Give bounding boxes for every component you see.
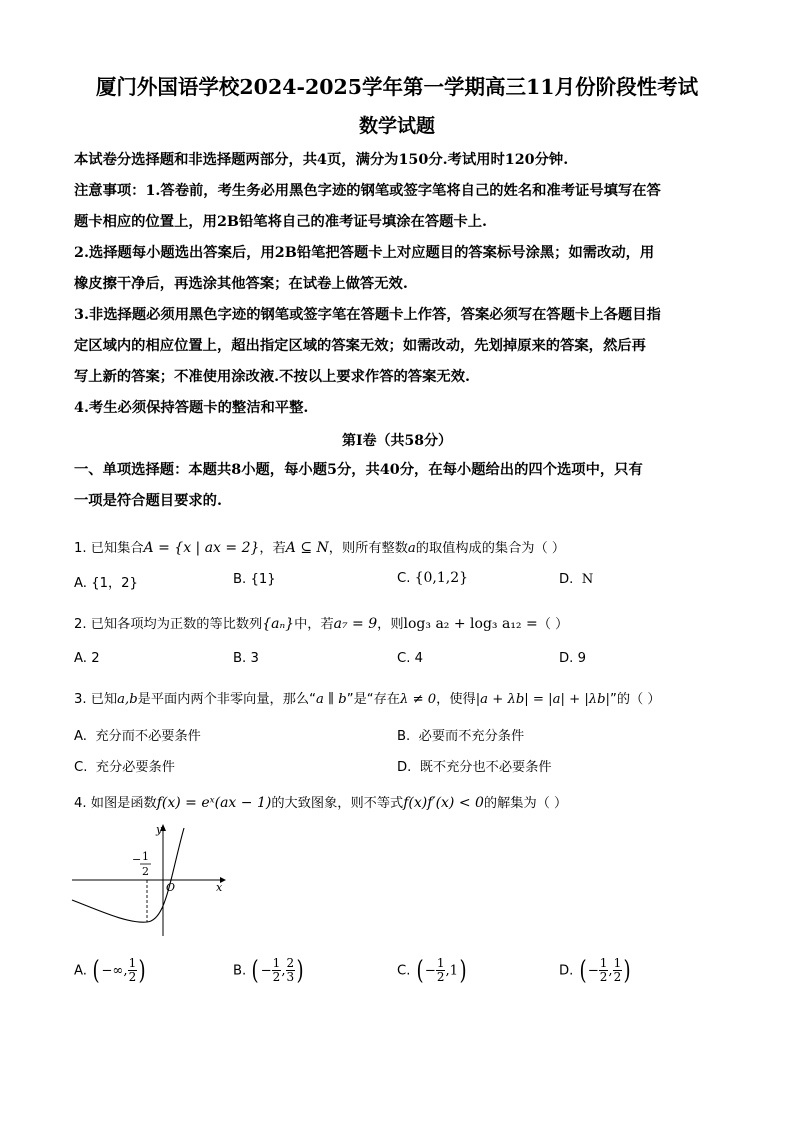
function-curve	[72, 828, 184, 922]
q2-option-d[interactable]: D. 9	[559, 651, 586, 666]
section-heading-line-b: 一项是符合题目要求的.	[74, 493, 222, 509]
q1-option-a[interactable]: A. {1，2}	[74, 576, 138, 591]
q1-set-math: A = {x | ax = 2}	[143, 540, 260, 556]
note2-line-a: 2.选择题每小题选出答案后，用2B铅笔把答题卡上对应题目的答案标号涂黑；如需改动，用	[74, 245, 655, 261]
q3-option-c[interactable]: C. 充分必要条件	[74, 760, 175, 775]
q1-subset-math: A ⊆ N	[285, 540, 329, 556]
q4-option-a[interactable]: A. ( −∞, $\frac{1}{2}$ )	[74, 955, 146, 986]
q4-ineq-math: f(x)f′(x) < 0	[403, 795, 484, 811]
q2-option-a[interactable]: A. 2	[74, 651, 100, 666]
note2-line-b: 橡皮擦干净后，再选涂其他答案；在试卷上做答无效.	[74, 276, 408, 292]
q2-seq-math: {aₙ}	[262, 616, 295, 632]
q4-func-math: f(x) = eˣ(ax − 1)	[156, 795, 272, 811]
question-2: 2. 已知各项均为正数的等比数列{aₙ}中，若a₇ = 9，则log₃ a₂ + log₃ a₁₂ =（ ）	[74, 616, 569, 632]
q2-option-c[interactable]: C. 4	[397, 651, 423, 666]
exam-subtitle: 数学试题	[358, 115, 435, 137]
x-axis-label: x	[216, 881, 223, 894]
q3-par-math: a ∥ b	[315, 692, 347, 707]
exam-title: 厦门外国语学校2024-2025学年第一学期高三11月份阶段性考试	[95, 75, 699, 99]
tick-sign: −	[132, 853, 142, 866]
q1-option-b[interactable]: B. {1}	[233, 572, 276, 587]
q3-option-a[interactable]: A. 充分而不必要条件	[74, 729, 201, 744]
note3-line-a: 3.非选择题必须用黑色字迹的钢笔或签字笔在答题卡上作答，答案必须写在答题卡上各题目指	[74, 307, 661, 323]
note3-line-b: 定区域内的相应位置上，超出指定区域的答案无效；如需改动，先划掉原来的答案，然后再	[74, 338, 646, 354]
q1-option-c[interactable]: C. {0,1,2}	[397, 570, 469, 586]
section-heading-line-a: 一、单项选择题：本题共8小题，每小题5分，共40分，在每小题给出的四个选项中，只有	[74, 462, 643, 478]
section-title: 第Ⅰ卷（共58分）	[341, 433, 453, 449]
tick-numerator: 1	[142, 850, 149, 863]
section-heading	[74, 455, 724, 517]
q4-option-b[interactable]: B. ( − $\frac{1}{2}$ , $\frac{2}{3}$ )	[233, 955, 304, 986]
question-4: 4. 如图是函数f(x) = eˣ(ax − 1)的大致图象，则不等式f(x)f′(x) < 0的解集为（ ）	[74, 795, 568, 811]
intro-line: 本试卷分选择题和非选择题两部分，共4页，满分为150分.考试用时120分钟.	[74, 152, 569, 168]
q4-option-c[interactable]: C. ( − $\frac{1}{2}$ ,1)	[397, 955, 467, 986]
note1-line-a: 注意事项：1.答卷前，考生务必用黑色字迹的钢笔或签字笔将自己的姓名和准考证号填写在答	[74, 183, 661, 199]
q4-option-d[interactable]: D. ( − $\frac{1}{2}$ , $\frac{1}{2}$ )	[559, 955, 631, 986]
note3-line-c: 写上新的答案；不准使用涂改液.不按以上要求作答的答案无效.	[74, 369, 470, 385]
q3-lambda-math: λ ≠ 0	[399, 692, 437, 707]
function-graph	[68, 820, 228, 945]
q2-option-b[interactable]: B. 3	[233, 651, 259, 666]
note4-line: 4.考生必须保持答题卡的整洁和平整.	[74, 400, 309, 416]
question-1: 1. 已知集合A = {x | ax = 2}，若A ⊆ N，则所有整数a的取值构成的集合为（ ）	[74, 540, 566, 556]
q2-expr-math: log₃ a₂ + log₃ a₁₂ =	[403, 616, 538, 632]
tick-denominator: 2	[142, 865, 149, 878]
q3-option-b[interactable]: B. 必要而不充分条件	[397, 729, 525, 744]
q3-ab-math: a,b	[117, 692, 138, 707]
q1-var-math: a	[407, 541, 416, 556]
q2-cond-math: a₇ = 9	[333, 616, 378, 632]
note1-line-b: 题卡相应的位置上，用2B铅笔将自己的准考证号填涂在答题卡上.	[74, 214, 488, 230]
question-3: 3. 已知a,b是平面内两个非零向量，那么“a ∥ b”是“存在λ ≠ 0，使得|a + λb| = |a| + |λb|”的（ ）	[74, 692, 661, 707]
origin-label: O	[166, 881, 176, 894]
q1-option-d[interactable]: D. N	[559, 572, 594, 587]
instructions	[74, 145, 724, 424]
q3-option-d[interactable]: D. 既不充分也不必要条件	[397, 760, 552, 775]
y-axis-label: y	[156, 823, 163, 836]
q3-eq-math: |a + λb| = |a| + |λb|	[475, 692, 611, 707]
